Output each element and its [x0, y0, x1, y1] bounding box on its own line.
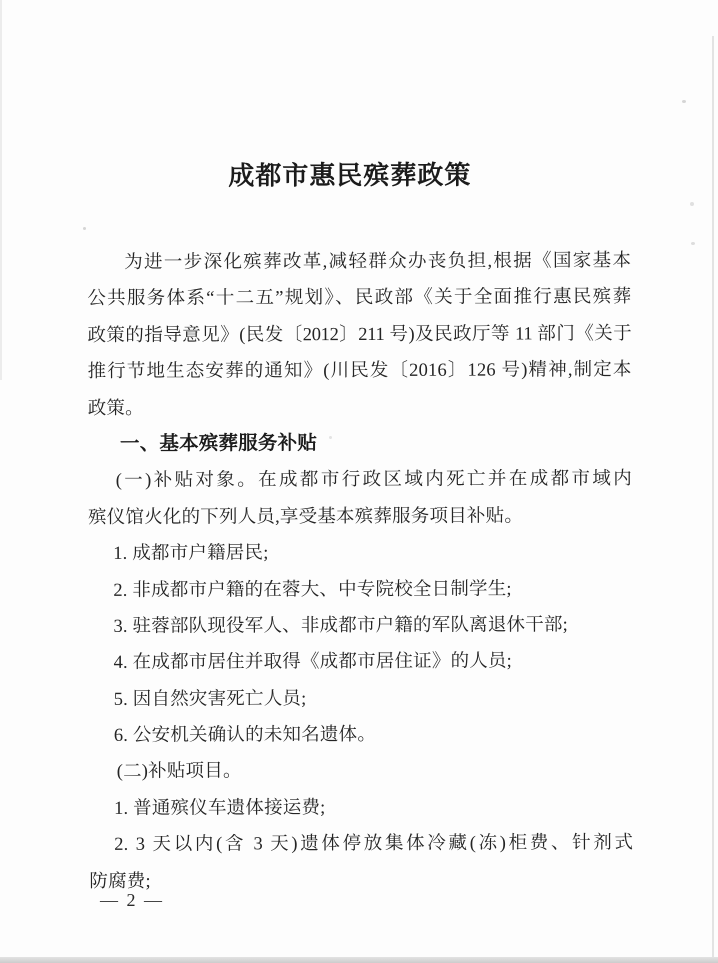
- scan-edge-left: [0, 0, 2, 380]
- list-item: 1. 普通殡仪车遗体接运费;: [114, 797, 326, 819]
- list-item: 2. 非成都市户籍的在蓉大、中专院校全日制学生;: [113, 578, 512, 601]
- intro-line: 为进一步深化殡葬改革,减轻群众办丧负担,根据《国家基本: [124, 251, 632, 273]
- list-item: 6. 公安机关确认的未知名遗体。: [113, 725, 377, 746]
- continuation-line: 殡仪馆火化的下列人员,享受基本殡葬服务项目补贴。: [88, 506, 524, 528]
- continuation-line: 防腐费;: [89, 871, 151, 892]
- page-number: — 2 —: [100, 890, 164, 910]
- sub-heading: (二)补贴项目。: [116, 761, 242, 783]
- scan-edge-right: [712, 36, 714, 957]
- document-body: [87, 243, 633, 900]
- list-item: 4. 在成都市居住并取得《成都市居住证》的人员;: [113, 651, 513, 674]
- intro-line: 推行节地生态安葬的通知》(川民发〔2016〕126 号)精神,制定本: [87, 360, 632, 383]
- sub-heading: (一)补贴对象。在成都市行政区域内死亡并在成都市域内: [115, 469, 632, 492]
- list-item: 1. 成都市户籍居民;: [113, 543, 269, 564]
- document-content: [86, 0, 633, 900]
- document-title: 成都市惠民殡葬政策: [228, 160, 472, 191]
- section-heading: 一、基本殡葬服务补贴: [119, 433, 318, 455]
- scan-speck: [691, 242, 695, 245]
- list-item: 2. 3 天以内(含 3 天)遗体停放集体冷藏(冻)柜费、针剂式: [114, 833, 634, 856]
- intro-line: 政策的指导意见》(民发〔2012〕211 号)及民政厅等 11 部门《关于: [87, 323, 632, 346]
- scan-speck: [83, 227, 86, 230]
- scan-edge-bottom: [0, 957, 718, 963]
- scan-speck: [690, 202, 694, 206]
- intro-line: 政策。: [87, 398, 144, 419]
- list-item: 3. 驻蓉部队现役军人、非成都市户籍的军队离退休干部;: [113, 615, 569, 637]
- intro-line: 公共服务体系“十二五”规划》、民政部《关于全面推行惠民殡葬: [87, 287, 632, 310]
- scan-speck: [682, 100, 686, 103]
- scan-speck: [329, 436, 332, 439]
- list-item: 5. 因自然灾害死亡人员;: [113, 688, 307, 710]
